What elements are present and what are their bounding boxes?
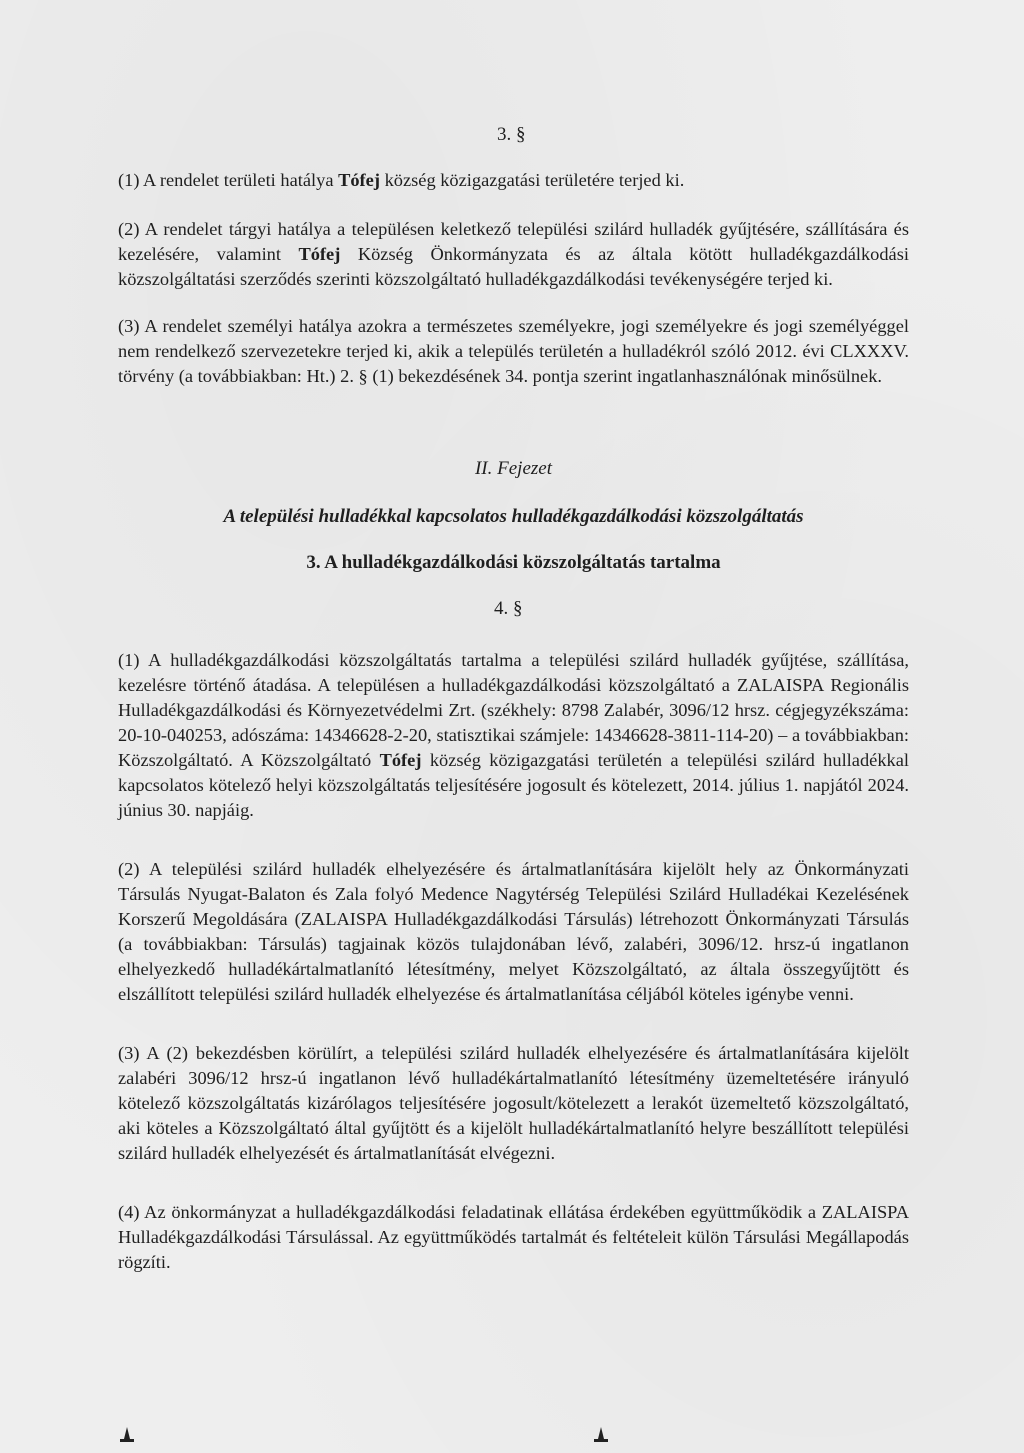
paragraph-text: község közigazgatási területére terjed ki.: [379, 170, 685, 190]
section-4-heading: 4. §: [494, 598, 523, 619]
paragraph-text: (1) A rendelet területi hatálya: [118, 170, 339, 190]
section-3-heading: 3. §: [497, 124, 526, 145]
section-4-paragraph-4: (4) Az önkormányzat a hulladékgazdálkodási feladatinak ellátása érdekében együttműködik a ZALAISPA Hulladékgazdálkodási Társulással. Az együttműködés tartalmát és feltételeit külön Társulási Megállapodás rögzíti.: [118, 1202, 909, 1272]
paragraph-text: Község Önkormányzata és az általa kötött hulladékgazdálkodási közszolgáltatási szerződés szerinti közszolgáltató hulladékgazdálkodási tevékenységére terjed ki.: [118, 244, 909, 289]
section-3-paragraph-3: (3) A rendelet személyi hatálya azokra a természetes személyekre, jogi személyekre és jogi személyéggel nem rendelkező szervezetekre terjed ki, akik a település területén a hulladékról szóló 2012. évi CLXXXV. törvény (a továbbiakban: Ht.) 2. § (1) bekezdésének 34. pontja szerint ingatlanhasználónak minősülnek.: [118, 316, 909, 386]
scan-registration-mark-right: [594, 1427, 608, 1445]
section-4-body: [118, 648, 909, 1275]
municipality-name: Tófej: [338, 170, 380, 190]
scan-registration-mark-left: [120, 1427, 134, 1445]
paragraph-text: község közigazgatási területén a települési szilárd hulladékkal kapcsolatos kötelező helyi közszolgáltatás teljesítésére jogosult és kötelezett, 2014. július 1. napjától 2024. június 30. napjáig.: [118, 750, 909, 820]
section-3-body: [118, 168, 909, 389]
section-4-paragraph-2: (2) A települési szilárd hulladék elhelyezésére és ártalmatlanítására kijelölt hely az Önkormányzati Társulás Nyugat-Balaton és Zala folyó Medence Nagytérség Települési Szilárd Hulladékai Kezelésének Korszerű Megoldására (ZALAISPA Hulladékgazdálkodási Társulás) létrehozott Önkormányzati Társulás (a továbbiakban: Társulás) tagjainak közös tulajdonában lévő, zalabéri, 3096/12. hrsz-ú ingatlanon elhelyezkedő hulladékártalmatlanító létesítmény, melyet Közszolgáltató, az általa összegyűjtött és elszállított települési szilárd hulladék elhelyezése és ártalmatlanítása céljából köteles igénybe venni.: [118, 859, 909, 1004]
municipality-name: Tófej: [298, 244, 341, 264]
chapter-number: II. Fejezet: [474, 458, 552, 479]
chapter-subtitle: 3. A hulladékgazdálkodási közszolgáltatás tartalma: [306, 552, 721, 573]
paragraph-text: (2) A rendelet tárgyi hatálya a településen keletkező települési szilárd hulladék gyűjtésére, szállítására és kezelésére, valamint: [118, 219, 909, 264]
section-3-paragraph-2: [118, 217, 909, 292]
section-3-paragraph-1: [118, 168, 909, 193]
section-4-paragraph-1: [118, 648, 909, 823]
chapter-title: A települési hulladékkal kapcsolatos hulladékgazdálkodási közszolgáltatás: [223, 506, 804, 527]
paragraph-text: (1) A hulladékgazdálkodási közszolgáltatás tartalma a települési szilárd hulladék gyűjtése, szállítása, kezelésre történő átadása. A településen a hulladékgazdálkodási közszolgáltató a ZALAISPA Regionális Hulladékgazdálkodási és Környezetvédelmi Zrt. (székhely: 8798 Zalabér, 3096/12 hrsz. cégjegyzékszáma: 20-10-040253, adószáma: 14346628-2-20, statisztikai számjele: 14346628-3811-114-20) – a továbbiakban: Közszolgáltató. A Közszolgáltató: [118, 650, 909, 770]
municipality-name: Tófej: [379, 750, 422, 770]
section-4-paragraph-3: (3) A (2) bekezdésben körülírt, a települési szilárd hulladék elhelyezésére és ártalmatlanítására kijelölt zalabéri 3096/12 hrsz-ú ingatlanon lévő hulladékártalmatlanító létesítmény üzemeltetésére irányuló kötelező közszolgáltatás kizárólagos teljesítésére jogosult/kötelezett a lerakót üzemeltető közszolgáltató, aki köteles a Közszolgáltató által gyűjtött és a kijelölt hulladékártalmatlanító helyre beszállított települési szilárd hulladék elhelyezését és ártalmatlanítását elvégezni.: [118, 1043, 909, 1163]
